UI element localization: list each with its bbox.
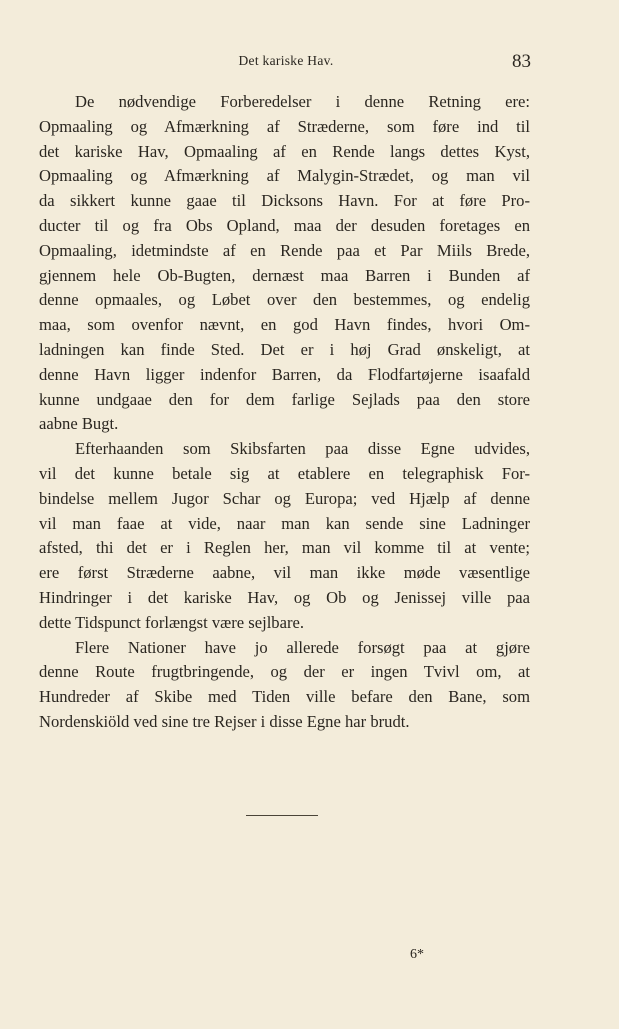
text-line: Opmaaling og Afmærkning af Stræderne, som føre ind til	[39, 116, 530, 136]
text-line: Opmaaling, idetmindste af en Rende paa et Par Miils Brede,	[39, 240, 530, 260]
text-line: dette Tidspunct forlængst være sejlbare.	[39, 612, 305, 632]
text-line: afsted, thi det er i Reglen her, man vil komme til at vente;	[39, 538, 530, 558]
text-line: denne opmaales, og Løbet over den bestemmes, og endelig	[39, 290, 530, 310]
text-line: vil man faae at vide, naar man kan sende sine Ladninger	[39, 513, 530, 533]
text-line: ladningen kan finde Sted. Det er i høj Grad ønskeligt, at	[39, 339, 530, 359]
text-line: da sikkert kunne gaae til Dicksons Havn. For at føre Pro-	[39, 191, 530, 211]
text-line: denne Route frugtbringende, og der er ingen Tvivl om, at	[39, 662, 530, 682]
text-line: vil det kunne betale sig at etablere en telegraphisk For-	[39, 463, 530, 483]
text-line: denne Havn ligger indenfor Barren, da Flodfartøjerne isaafald	[39, 364, 530, 384]
text-line: ducter til og fra Obs Opland, maa der desuden foretages en	[39, 215, 530, 235]
text-line: gjennem hele Ob-Bugten, dernæst maa Barren i Bunden af	[39, 265, 530, 285]
text-line: Hindringer i det kariske Hav, og Ob og Jenissej ville paa	[39, 587, 530, 607]
section-divider	[246, 815, 318, 816]
page-number: 83	[512, 51, 531, 72]
text-line: Flere Nationer have jo allerede forsøgt paa at gjøre	[75, 637, 530, 657]
text-line: Opmaaling og Afmærkning af Malygin-Strædet, og man vil	[39, 166, 530, 186]
text-line: det kariske Hav, Opmaaling af en Rende langs dettes Kyst,	[39, 141, 530, 161]
text-line: bindelse mellem Jugor Schar og Europa; ved Hjælp af denne	[39, 488, 530, 508]
paragraph-2	[39, 437, 530, 635]
text-line: Efterhaanden som Skibsfarten paa disse Egne udvides,	[75, 439, 530, 459]
paragraph-3	[39, 636, 530, 735]
text-line: maa, som ovenfor nævnt, en god Havn findes, hvori Om-	[39, 315, 530, 335]
text-line: ere først Stræderne aabne, vil man ikke møde væsentlige	[39, 563, 530, 583]
text-line: kunne undgaae den for dem farlige Sejlads paa den store	[39, 389, 530, 409]
text-line: Nordenskiöld ved sine tre Rejser i disse Egne har brudt.	[39, 711, 410, 731]
text-line: De nødvendige Forberedelser i denne Retning ere:	[75, 92, 530, 111]
running-head	[0, 52, 619, 76]
text-line: Hundreder af Skibe med Tiden ville befare den Bane, som	[39, 687, 530, 707]
paragraph-1	[39, 90, 530, 437]
running-title: Det kariske Hav.	[238, 53, 334, 68]
body-text	[39, 90, 530, 735]
text-line: aabne Bugt.	[39, 414, 119, 434]
signature-mark: 6*	[410, 947, 424, 962]
